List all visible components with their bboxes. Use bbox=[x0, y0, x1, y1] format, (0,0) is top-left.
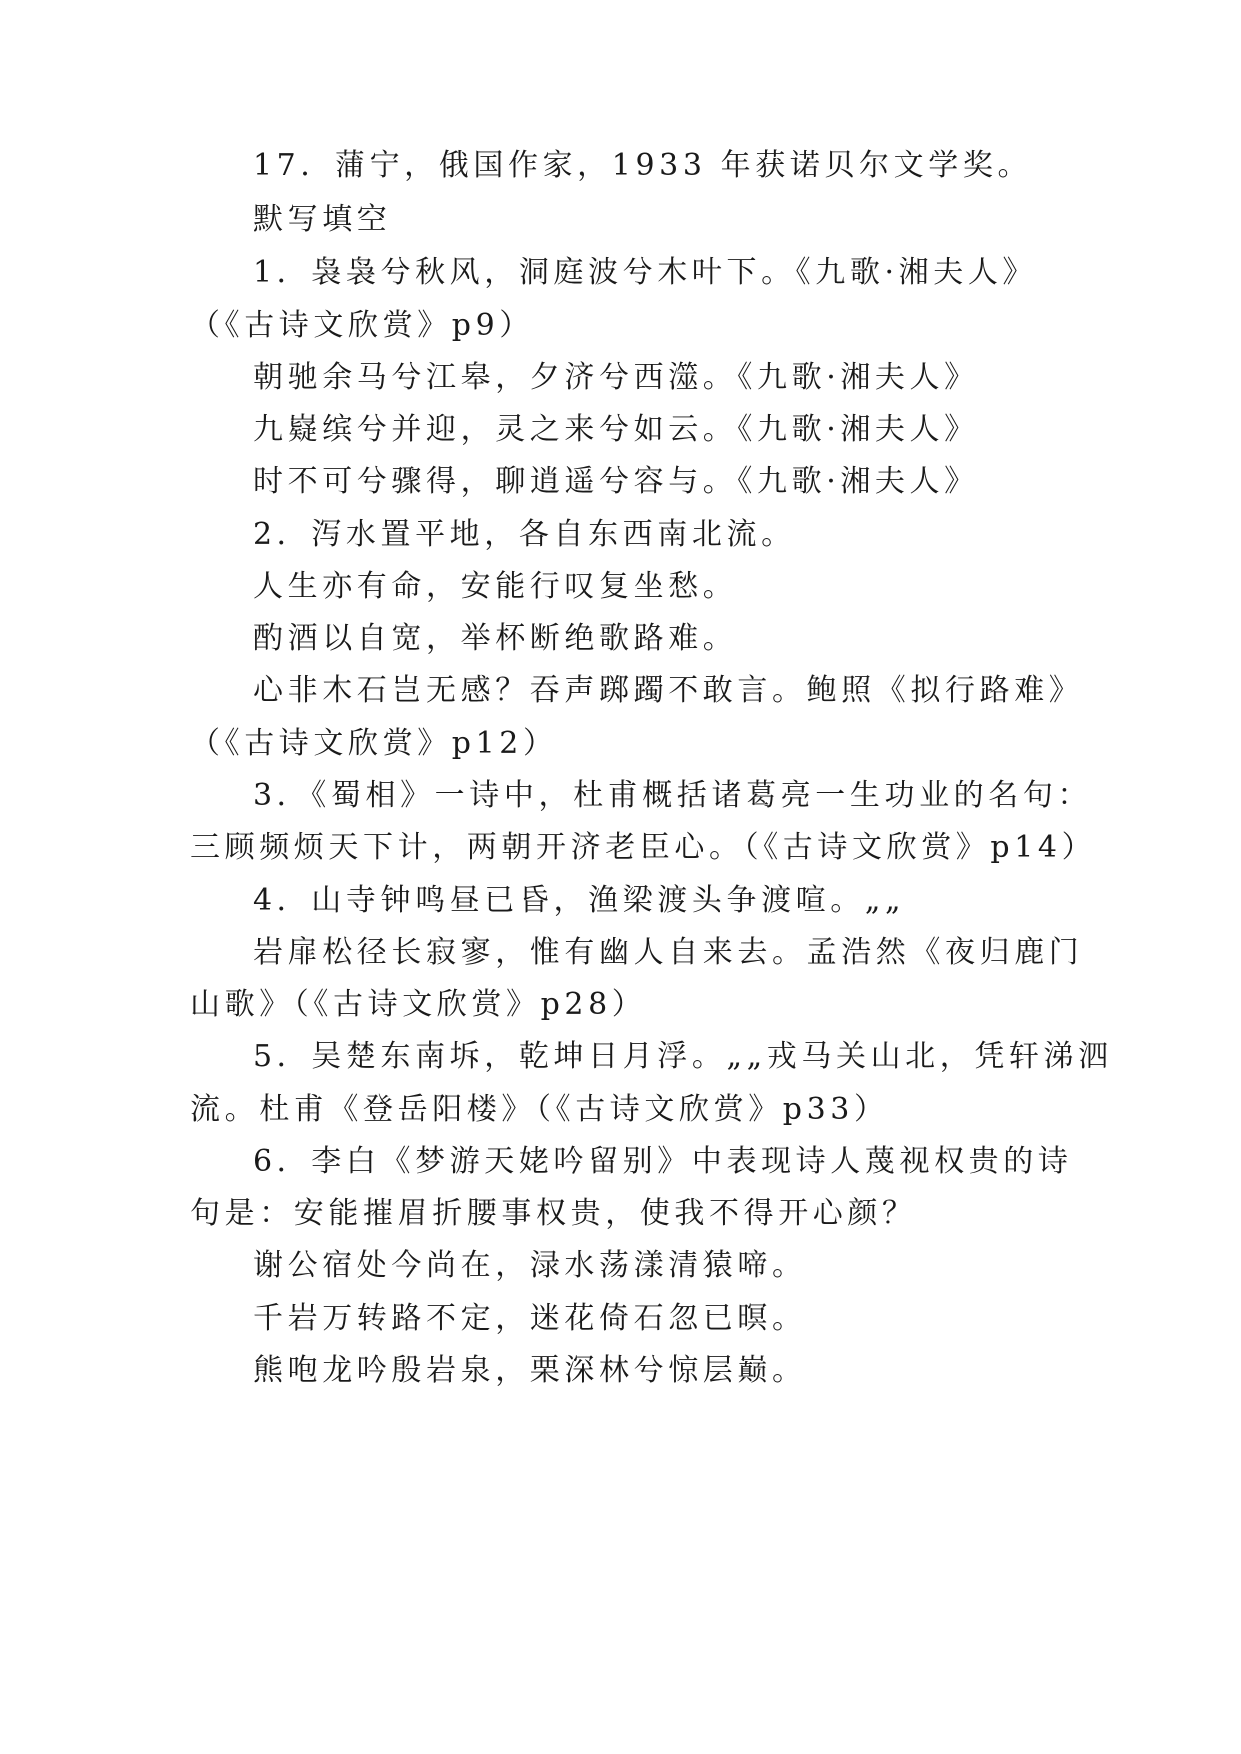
text-line: 句是：安能摧眉折腰事权贵，使我不得开心颜？ bbox=[190, 1196, 917, 1231]
text-line: 2．泻水置平地，各自东西南北流。 bbox=[253, 517, 796, 552]
text-line: 流。杜甫《登岳阳楼》（《古诗文欣赏》p33） bbox=[190, 1092, 889, 1127]
text-line: （《古诗文欣赏》p12） bbox=[190, 726, 558, 761]
text-line: 时不可兮骤得，聊逍遥兮容与。《九歌·湘夫人》 bbox=[253, 464, 979, 499]
text-line: 九嶷缤兮并迎，灵之来兮如云。《九歌·湘夫人》 bbox=[253, 412, 979, 447]
text-line: 朝驰余马兮江皋，夕济兮西澨。《九歌·湘夫人》 bbox=[253, 360, 979, 395]
text-line: 熊咆龙吟殷岩泉，栗深林兮惊层巅。 bbox=[253, 1353, 807, 1388]
text-line: 心非木石岂无感？吞声踯躅不敢言。鲍照《拟行路难》 bbox=[253, 673, 1084, 708]
text-line: 山歌》（《古诗文欣赏》p28） bbox=[190, 987, 647, 1022]
section-heading: 默写填空 bbox=[253, 202, 392, 237]
text-line: 1．袅袅兮秋风，洞庭波兮木叶下。《九歌·湘夫人》 bbox=[253, 255, 1038, 290]
text-line: 17．蒲宁，俄国作家，1933 年获诺贝尔文学奖。 bbox=[253, 148, 1033, 183]
text-line: 谢公宿处今尚在，渌水荡漾清猿啼。 bbox=[253, 1248, 807, 1283]
text-line: 酌酒以自宽，举杯断绝歌路难。 bbox=[253, 621, 738, 656]
text-line: 人生亦有命，安能行叹复坐愁。 bbox=[253, 569, 738, 604]
text-line: 4．山寺钟鸣昼已昏，渔梁渡头争渡喧。„„ bbox=[253, 883, 906, 918]
text-line: 6．李白《梦游天姥吟留别》中表现诗人蔑视权贵的诗 bbox=[253, 1144, 1073, 1179]
text-line: 3．《蜀相》一诗中，杜甫概括诸葛亮一生功业的名句： bbox=[253, 778, 1093, 813]
text-line: （《古诗文欣赏》p9） bbox=[190, 308, 534, 343]
text-line: 岩扉松径长寂寥，惟有幽人自来去。孟浩然《夜归鹿门 bbox=[253, 935, 1084, 970]
text-line: 三顾频烦天下计，两朝开济老臣心。（《古诗文欣赏》p14） bbox=[190, 830, 1097, 865]
text-line: 千岩万转路不定，迷花倚石忽已暝。 bbox=[253, 1301, 807, 1336]
text-line: 5．吴楚东南坼，乾坤日月浮。„„戎马关山北，凭轩涕泗 bbox=[253, 1039, 1113, 1074]
